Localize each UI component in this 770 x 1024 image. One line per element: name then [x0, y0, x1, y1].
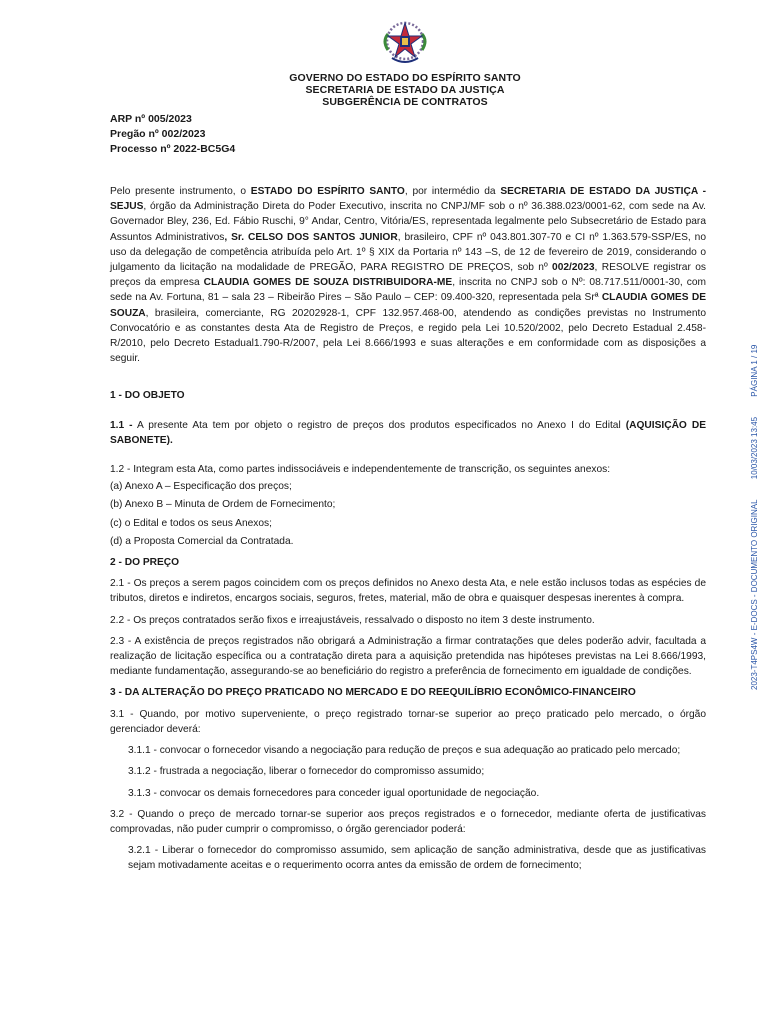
- document-body: [110, 184, 706, 874]
- section-3-title: 3 - DA ALTERAÇÃO DO PREÇO PRATICADO NO MERCADO E DO REEQUILÍBRIO ECONÔMICO-FINANCEIRO: [110, 687, 636, 699]
- section-2-title: 2 - DO PREÇO: [110, 557, 180, 569]
- list-item: (d) a Proposta Comercial da Contratada.: [110, 535, 294, 547]
- document-header: [110, 72, 700, 108]
- list-item: (c) o Edital e todos os seus Anexos;: [110, 517, 272, 529]
- clause-1-2: 1.2 - Integram esta Ata, como partes indissociáveis e independentemente de transcrição, os seguintes anexos:: [110, 464, 611, 476]
- clause-3-2-1: 3.2.1 - Liberar o fornecedor do compromisso assumido, sem aplicação de sanção administrativa, desde que as justificativas sejam motivadamente aceitas e o requerimento ocorra antes da emissão de ordem de fornecimento;: [128, 845, 706, 872]
- clause-2-2: 2.2 - Os preços contratados serão fixos e irreajustáveis, ressalvado o disposto no item 3 deste instrumento.: [110, 614, 595, 626]
- annex-list: [110, 479, 706, 549]
- clause-3-1-2: 3.1.2 - frustrada a negociação, liberar o fornecedor do compromisso assumido;: [128, 766, 485, 778]
- clause-2-1: 2.1 - Os preços a serem pagos coincidem com os preços definidos no Anexo desta Ata, e nele estão inclusos todas as espécies de tributos, diretos e indiretos, encargos sociais, seguros, fretes, material, mão de obra e quaisquer despesas inerentes à compra.: [110, 578, 706, 605]
- clause-3-2: 3.2 - Quando o preço de mercado tornar-se superior aos preços registrados e o fornecedor, mediante oferta de justificativas comprovadas, não puder cumprir o compromisso, o órgão gerenciador poderá:: [110, 808, 706, 835]
- document-references: [110, 112, 235, 157]
- list-item: (a) Anexo A – Especificação dos preços;: [110, 481, 292, 493]
- clause-3-1-1: 3.1.1 - convocar o fornecedor visando a negociação para redução de preços e sua adequação ao praticado pelo mercado;: [128, 745, 681, 757]
- clause-2-3: 2.3 - A existência de preços registrados não obrigará a Administração a firmar contratações que deles poderão advir, facultada a realização de licitação específica ou a contratação direta para a aquisição pretendida nas hipóteses previstas na Lei 8.666/1993, mediante fundamentação, assegurando-se ao beneficiário do registro a preferência de fornecimento em igualdade de condições.: [110, 635, 706, 678]
- clause-1-1: 1.1 - A presente Ata tem por objeto o registro de preços dos produtos especificados no Anexo I do Edital (AQUISIÇÃO DE SABONETE).: [110, 419, 706, 446]
- header-secretariat: SECRETARIA DE ESTADO DA JUSTIÇA: [305, 84, 505, 96]
- process-number: Processo nº 2022-BC5G4: [110, 143, 236, 155]
- pregao-number: Pregão nº 002/2023: [110, 128, 206, 140]
- list-item: (b) Anexo B – Minuta de Ordem de Fornecimento;: [110, 499, 336, 511]
- edocs-timestamp: 10/03/2023 13:45: [750, 416, 759, 480]
- arp-number: ARP nº 005/2023: [110, 113, 192, 125]
- coat-of-arms-icon: [378, 14, 432, 68]
- section-1-title: 1 - DO OBJETO: [110, 390, 185, 402]
- header-subdivision: SUBGERÊNCIA DE CONTRATOS: [322, 96, 488, 108]
- edocs-page-number: PÁGINA 1 / 19: [750, 344, 759, 397]
- clause-3-1: 3.1 - Quando, por motivo superveniente, o preço registrado tornar-se superior ao preço praticado pelo mercado, o órgão gerenciador deverá:: [110, 708, 706, 735]
- edocs-document-code: 2023-T4PS4W - E-DOCS - DOCUMENTO ORIGINAL: [750, 499, 759, 690]
- header-government: GOVERNO DO ESTADO DO ESPÍRITO SANTO: [289, 72, 521, 84]
- clause-3-1-3: 3.1.3 - convocar os demais fornecedores para conceder igual oportunidade de negociação.: [128, 787, 540, 799]
- intro-paragraph: Pelo presente instrumento, o ESTADO DO ESPÍRITO SANTO, por intermédio da SECRETARIA DE ESTADO DA JUSTIÇA - SEJUS, órgão da Administração Direta do Poder Executivo, inscrita no CNPJ/MF sob o nº 36.388.023/0001-62, com sede na Av. Governador Bley, 236, Ed. Fábio Ruschi, 9° Andar, Centro, Vitória/ES, representada legalmente pelo Subsecretário de Estado para Assuntos Administrativos, Sr. CELSO DOS SANTOS JUNIOR, brasileiro, CPF nº 043.801.307-70 e CI nº 1.363.579-SSP/ES, no uso da delegação de competência atribuída pelo Art. 1º § XIX da Portaria nº 143 –S, de 12 de fevereiro de 2019, considerando o julgamento da licitação na modalidade de PREGÃO, PARA REGISTRO DE PREÇOS, sob nº 002/2023, RESOLVE registrar os preços da empresa CLAUDIA GOMES DE SOUZA DISTRIBUIDORA-ME, inscrita no CNPJ sob o Nº: 08.717.511/0001-30, com sede na Av. Fortuna, 81 – sala 23 – Ribeirão Pires – São Paulo – CEP: 09.400-320, representada pela Srª CLAUDIA GOMES DE SOUZA, brasileira, comerciante, RG 20202928-1, CPF 132.957.468-00, atendendo as condições previstas no Instrumento Convocatório e as constantes desta Ata de Registro de Preços, e regido pela Lei 10.520/2002, pelo Decreto Estadual 2.458-R/2010, pelo Decreto Estadual1.790-R/2007, pela Lei 8.666/1993 e suas alterações e em conformidade com as disposições a seguir.: [110, 186, 706, 365]
